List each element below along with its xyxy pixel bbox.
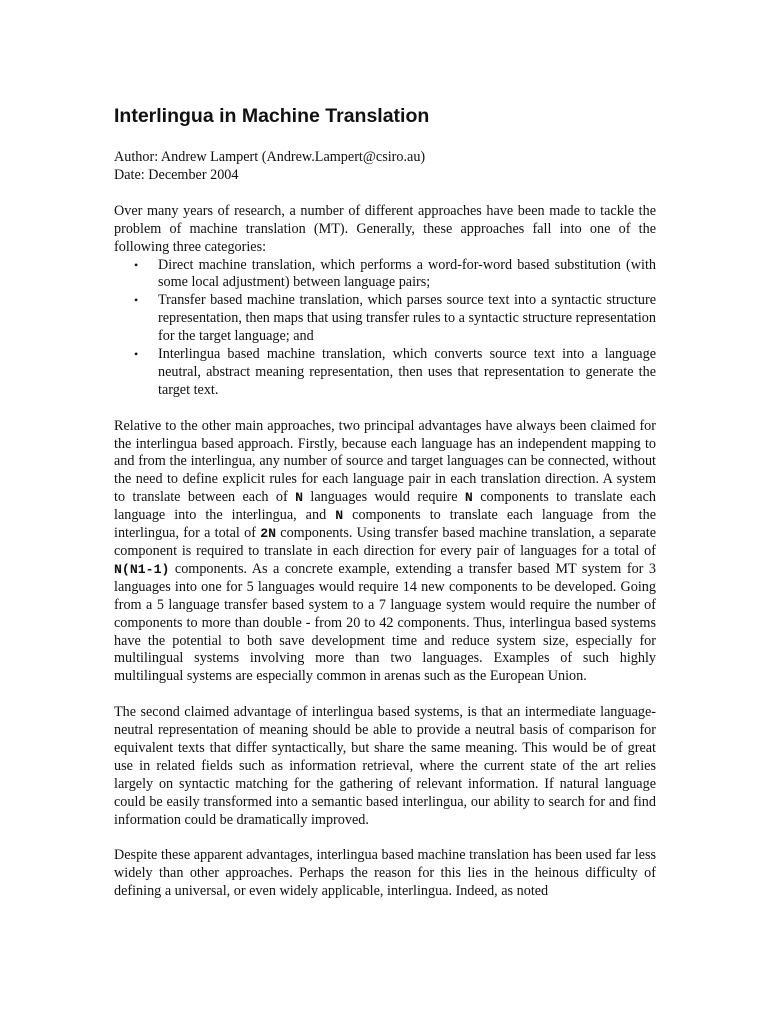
paragraph-text: components to translate each language from the interlingua, for a total of [114,507,657,542]
bullet-icon: • [134,347,139,362]
list-item [134,292,656,346]
paragraph-text: languages would require [303,489,465,506]
formula-n: N [464,490,473,506]
list-item-text: Direct machine translation, which performs a word-for-word based substitution (with some local adjustment) between language pairs; [158,256,656,291]
paragraph-text: components. Using transfer based machine translation, a separate component is required to translate in each direction for every pair of languages for a total of [114,525,656,560]
formula-n-pairs: N(N1-1) [114,561,170,577]
list-item-text: Transfer based machine translation, which parses source text into a syntactic structure representation, then maps that using transfer rules to a syntactic structure representation for the target language; and [158,292,656,345]
second-advantage-paragraph: The second claimed advantage of interlingua based systems, is that an intermediate language-neutral representation of meaning should be able to provide a neutral basis of comparison for equivalent texts that differ syntactically, but share the same meaning. This would be of great use in related fields such as information retrieval, where the current state of the art relies largely on syntactic matching for the gathering of relevant information. If natural language could be easily transformed into a semantic based interlingua, our ability to search for and find information could be dramatically improved. [114,704,656,828]
list-item [134,256,656,293]
paragraph-text: components to translate each language into the interlingua, and [114,489,656,524]
list-item [134,346,656,400]
despite-paragraph: Despite these apparent advantages, interlingua based machine translation has been used far less widely than other approaches. Perhaps the reason for this lies in the heinous difficulty of defining a universal, or even widely applicable, interlingua. Indeed, as noted [114,847,656,900]
paragraph-text: Relative to the other main approaches, two principal advantages have always been claimed for the interlingua based approach. Firstly, because each language has an independent mapping to and from the interlingua, any number of source and target languages can be connected, without the need to define explicit rules for each language pair in each translation direction. A system to translate between each of [114,417,656,506]
formula-n: N [335,508,344,524]
paragraph-text: components. As a concrete example, extending a transfer based MT system for 3 languages into one for 5 languages would require 14 new components to be developed. Going from a 5 language transfer based system to a 7 language system would require the number of components to more than double - from 20 to 42 components. Thus, interlingua based systems have the potential to both save development time and reduce system size, especially for multilingual systems involving more than two languages. Examples of such highly multilingual systems are especially common in arenas such as the European Union. [114,560,656,685]
document-title: Interlingua in Machine Translation [114,105,430,127]
formula-n: N [295,490,303,506]
approaches-list [114,257,656,400]
list-item-text: Interlingua based machine translation, which converts source text into a language neutral, abstract meaning representation, then uses that representation to generate the target text. [158,346,656,398]
date-line: Date: December 2004 [114,166,239,183]
bullet-icon: • [134,257,139,272]
advantages-paragraph [114,418,656,687]
document-meta [114,149,656,185]
bullet-icon: • [134,293,139,308]
document-page [114,103,656,901]
formula-2n: 2N [260,526,277,542]
author-line: Author: Andrew Lampert (Andrew.Lampert@csiro.au) [114,149,426,165]
intro-paragraph: Over many years of research, a number of different approaches have been made to tackle the problem of machine translation (MT). Generally, these approaches fall into one of the following three categories: [114,202,656,255]
